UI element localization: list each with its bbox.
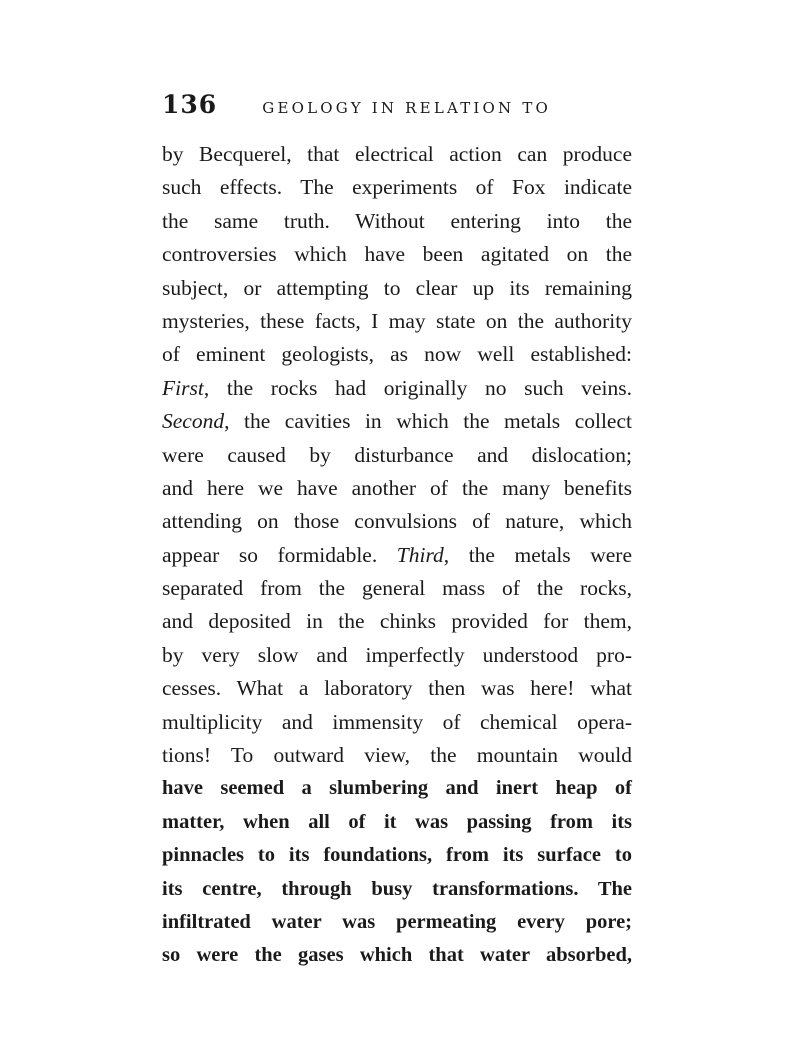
- text-line: such effects. The experiments of Fox indicate: [162, 175, 632, 200]
- running-head: [162, 90, 642, 130]
- text-line: and deposited in the chinks provided for them,: [162, 609, 632, 634]
- running-title: GEOLOGY IN RELATION TO: [262, 99, 552, 117]
- text-line: were caused by disturbance and dislocation;: [162, 442, 632, 467]
- text-line: controversies which have been agitated on the: [162, 242, 632, 267]
- line-rest: , the metals were: [443, 542, 632, 567]
- text-line: have seemed a slumbering and inert heap of: [162, 777, 632, 800]
- text-line: so were the gases which that water absorbed,: [162, 944, 632, 967]
- page-number: 136: [162, 90, 218, 119]
- text-line: subject, or attempting to clear up its remaining: [162, 275, 632, 300]
- italic-word: Second: [162, 409, 225, 434]
- text-line: its centre, through busy transformations. The: [162, 877, 632, 900]
- text-line: cesses. What a laboratory then was here! what: [162, 676, 632, 701]
- italic-word: Third: [396, 542, 444, 567]
- text-line: multiplicity and immensity of chemical opera-: [162, 709, 632, 734]
- text-line: tions! To outward view, the mountain would: [162, 743, 632, 768]
- line-rest: , the cavities in which the metals collect: [224, 409, 632, 434]
- text-line: of eminent geologists, as now well established:: [162, 342, 632, 367]
- italic-word: First: [162, 375, 204, 400]
- text-line: and here we have another of the many benefits: [162, 475, 632, 500]
- text-line: [162, 539, 632, 572]
- line-rest: , the rocks had originally no such veins.: [203, 375, 632, 400]
- text-line: infiltrated water was permeating every pore;: [162, 910, 632, 933]
- text-line: mysteries, these facts, I may state on the authority: [162, 308, 632, 333]
- text-line: matter, when all of it was passing from its: [162, 810, 632, 833]
- text-line: the same truth. Without entering into the: [162, 208, 632, 233]
- body-text: [162, 138, 632, 973]
- text-line: attending on those convulsions of nature, which: [162, 509, 632, 534]
- line-start: appear so formidable.: [162, 542, 397, 567]
- text-line: by Becquerel, that electrical action can produce: [162, 142, 632, 166]
- text-line: [162, 405, 632, 438]
- text-line: by very slow and imperfectly understood pro-: [162, 642, 632, 667]
- text-line: separated from the general mass of the rocks,: [162, 576, 632, 601]
- text-line: pinnacles to its foundations, from its surface to: [162, 844, 632, 867]
- text-line: [162, 372, 632, 405]
